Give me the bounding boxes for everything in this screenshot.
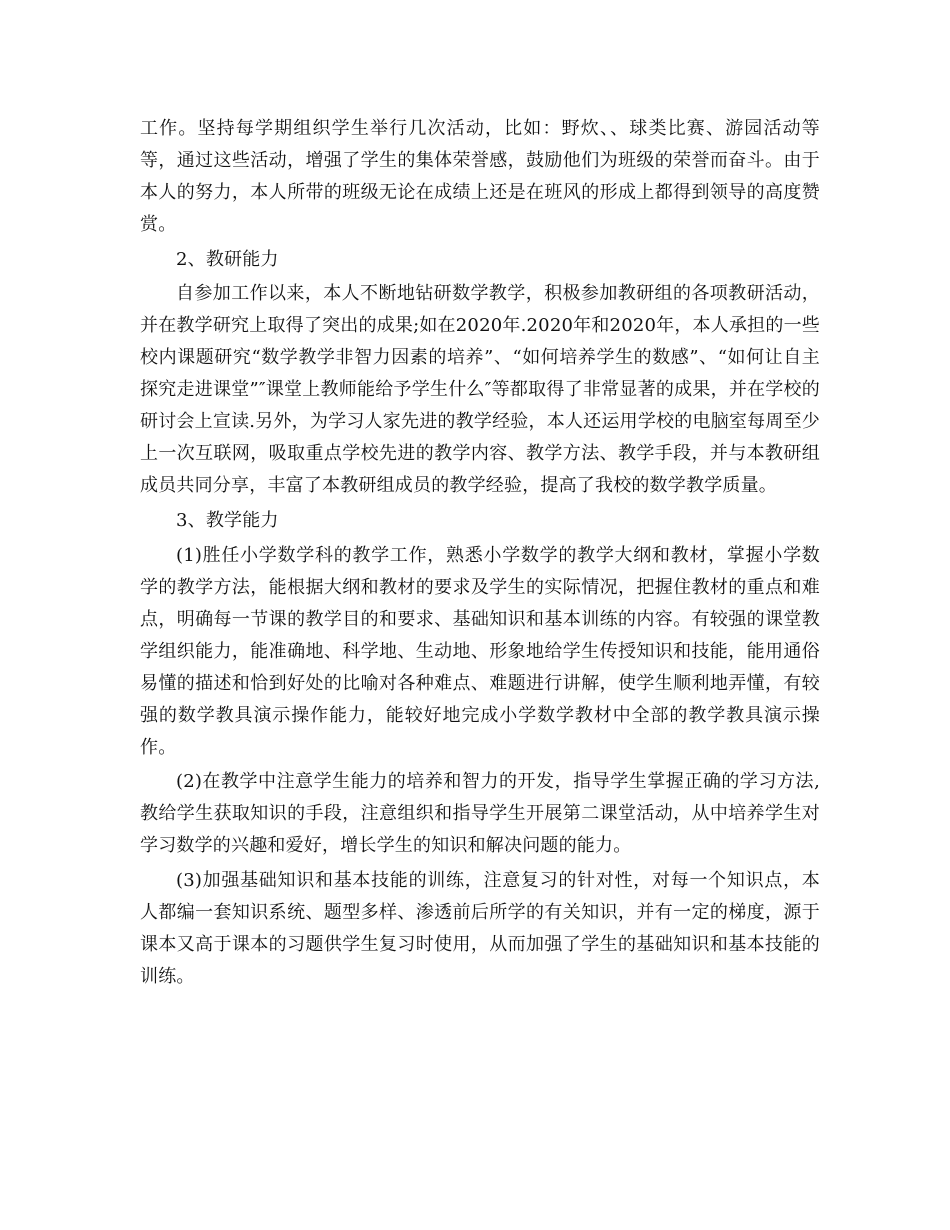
paragraph-teaching-3: (3)加强基础知识和基本技能的训练，注意复习的针对性，对每一个知识点，本人都编一套知识系统、题型多样、渗透前后所学的有关知识，并有一定的梯度，源于课本又高于课本的习题供学生复习时使用，从而加强了学生的基础知识和基本技能的训练。 [140,870,820,988]
paragraph-teaching-1: (1)胜任小学数学科的教学工作，熟悉小学数学的教学大纲和教材，掌握小学数学的教学方法，能根据大纲和教材的要求及学生的实际情况，把握住教材的重点和难点，明确每一节课的教学目的和要求、基础知识和基本训练的内容。有较强的课堂教学组织能力，能准确地、科学地、生动地、形象地给学生传授知识和技能，能用通俗易懂的描述和恰到好处的比喻对各种难点、难题进行讲解，使学生顺利地弄懂，有较强的数学教具演示操作能力，能较好地完成小学数学教材中全部的教学教具演示操作。 [140,544,820,758]
paragraph-continuation: 工作。坚持每学期组织学生举行几次活动，比如：野炊、、球类比赛、游园活动等等，通过这些活动，增强了学生的集体荣誉感，鼓励他们为班级的荣誉而奋斗。由于本人的努力，本人所带的班级无论在成绩上还是在班风的形成上都得到领导的高度赞赏。 [140,118,820,235]
paragraph-research: 自参加工作以来，本人不断地钻研数学教学，积极参加教研组的各项教研活动，并在教学研究上取得了突出的成果;如在2020年.2020年和2020年，本人承担的一些校内课题研究“数学教学非智力因素的培养”、“如何培养学生的数感”、“如何让自主探究走进课堂”″课堂上教师能给予学生什么″等都取得了非常显著的成果，并在学校的研讨会上宣读.另外，为学习人家先进的教学经验，本人还运用学校的电脑室每周至少上一次互联网，吸取重点学校先进的教学内容、教学方法、教学手段，并与本教研组成员共同分享，丰富了本教研组成员的教学经验，提高了我校的数学教学质量。 [140,283,820,497]
section-heading-research: 2、教研能力 [176,248,279,270]
section-heading-teaching: 3、教学能力 [176,510,279,532]
paragraph-teaching-2: (2)在教学中注意学生能力的培养和智力的开发，指导学生掌握正确的学习方法,教给学生获取知识的手段，注意组织和指导学生开展第二课堂活动，从中培养学生对学习数学的兴趣和爱好，增长学生的知识和解决问题的能力。 [140,771,820,857]
document-body [140,113,820,996]
